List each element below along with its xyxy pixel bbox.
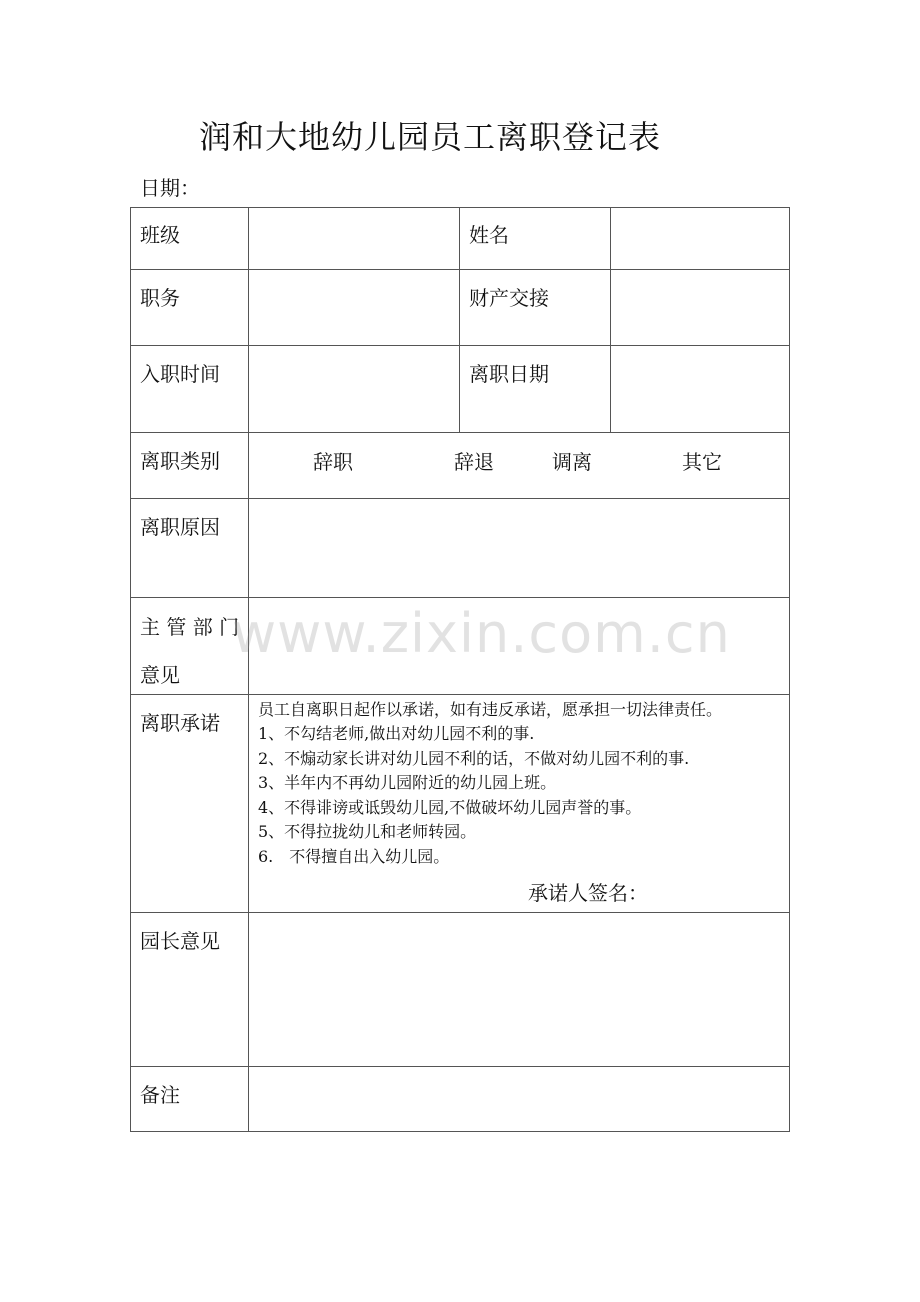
leave-date-field[interactable] [611,346,789,432]
promise-intro: 员工自离职日起作以承诺，如有违反承诺，愿承担一切法律责任。 [258,700,723,719]
leave-type-dismissed[interactable]: 辞退 [454,450,494,474]
promise-item: 3、半年内不再幼儿园附近的幼儿园上班。 [258,773,557,792]
property-handover-label: 财产交接 [469,286,549,310]
date-label: 日期： [140,176,200,200]
hire-date-label: 入职时间 [140,362,220,386]
form-title: 润和大地幼儿园员工离职登记表 [198,118,661,156]
promise-item: 4、不得诽谤或诋毁幼儿园,不做破坏幼儿园声誉的事。 [258,797,642,817]
promise-item: 5、不得拉拢幼儿和老师转园。 [258,822,477,841]
leave-type-label: 离职类别 [140,449,220,473]
principal-opinion-field[interactable] [249,913,789,1066]
position-field[interactable] [249,270,459,345]
promise-item: 2、不煽动家长讲对幼儿园不利的话，不做对幼儿园不利的事. [258,748,690,768]
remarks-label: 备注 [140,1083,180,1107]
signature-label: 承诺人签名： [528,881,648,905]
dept-opinion-label-line2: 意见 [140,663,180,687]
dept-opinion-field[interactable] [249,598,789,694]
hire-date-field[interactable] [249,346,459,432]
name-field[interactable] [611,208,789,269]
property-handover-field[interactable] [611,270,789,345]
leave-date-label: 离职日期 [469,362,549,386]
class-label: 班级 [140,223,180,247]
remarks-field[interactable] [249,1067,789,1131]
dept-opinion-label-line1: 主 管 部 门 [140,615,240,639]
leave-type-transfer[interactable]: 调离 [552,450,592,474]
position-label: 职务 [140,286,180,310]
promise-label: 离职承诺 [140,711,220,735]
leave-type-other[interactable]: 其它 [682,450,722,474]
leave-reason-label: 离职原因 [140,515,220,539]
principal-opinion-label: 园长意见 [140,929,220,953]
promise-list [258,722,689,869]
leave-reason-field[interactable] [249,499,789,597]
promise-item: 1、不勾结老师,做出对幼儿园不利的事. [258,724,535,743]
class-field[interactable] [249,208,459,269]
name-label: 姓名 [469,223,509,247]
promise-item: 6. 不得擅自出入幼儿园。 [258,846,450,866]
promise-text [258,698,722,723]
leave-type-resign[interactable]: 辞职 [313,450,353,474]
watermark: www.zixin.com.cn [232,602,731,665]
